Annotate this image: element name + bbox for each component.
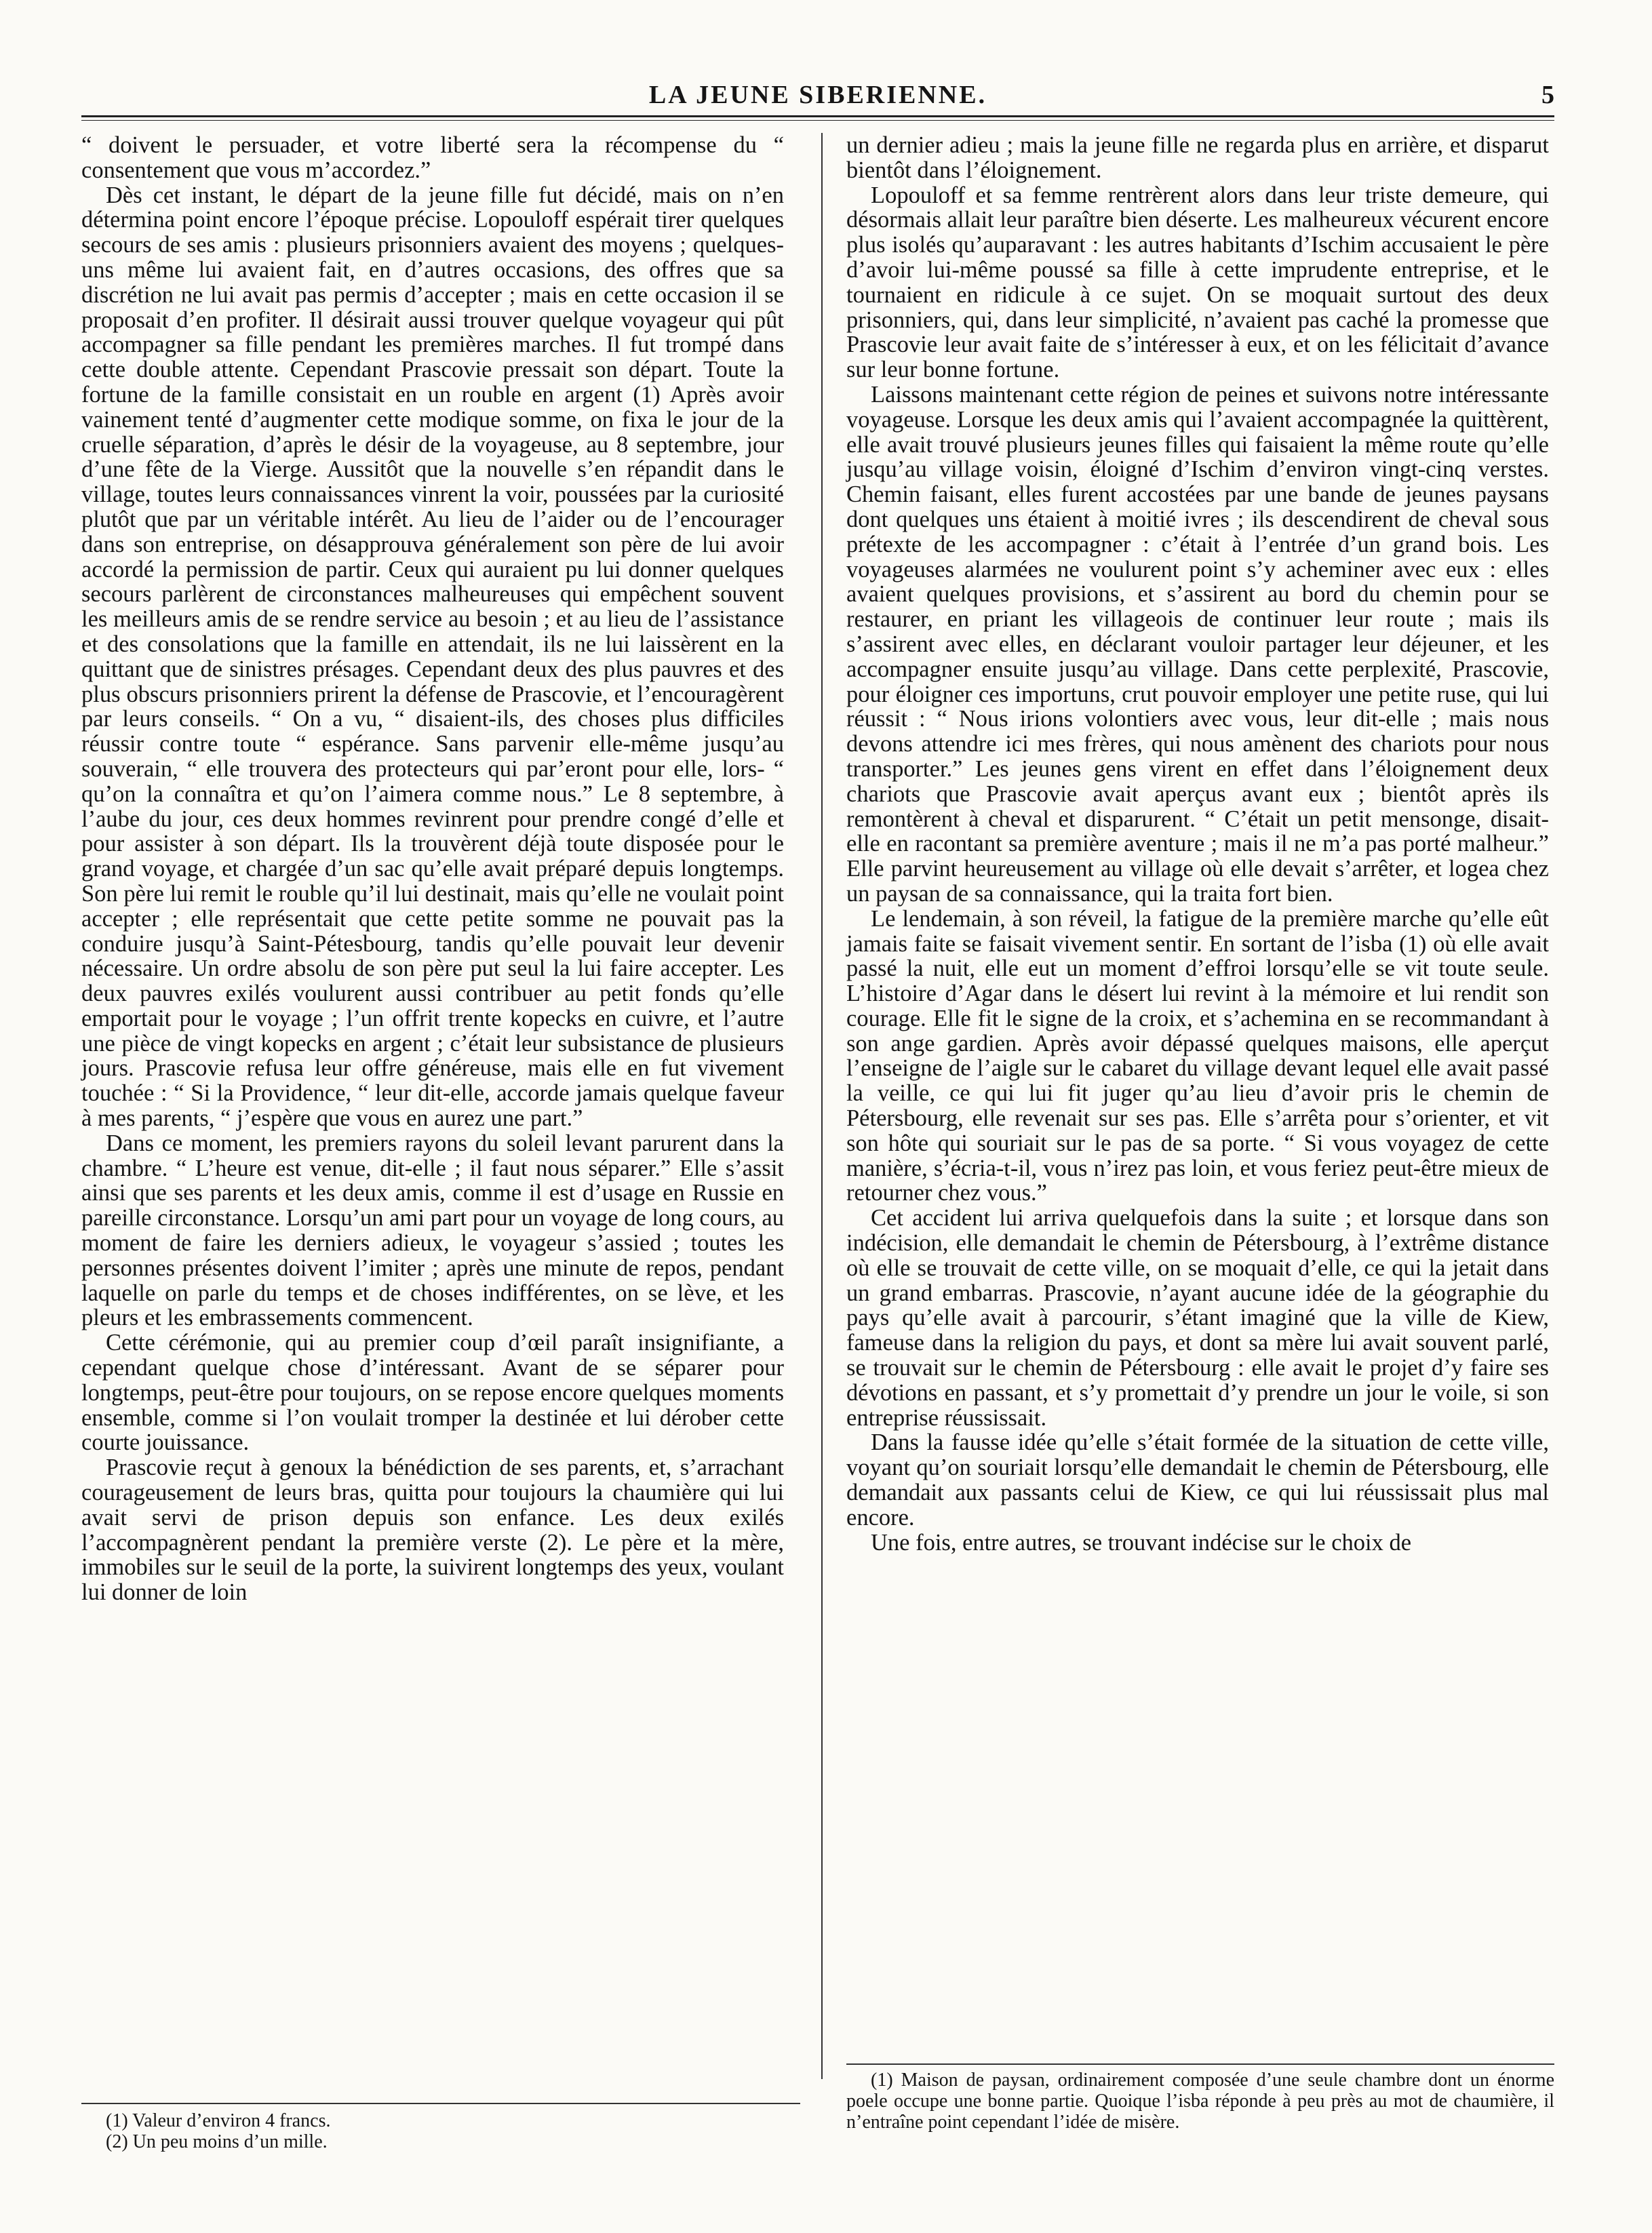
paragraph: Le lendemain, à son réveil, la fatigue de la première marche qu’elle eût jamais faite se faisait vivement sentir. En sortant de l’isba (1) où elle avait passé la nuit, elle eut un moment d’effroi lorsqu’elle se vit toute seule. L’histoire d’Agar dans le désert lui revint à la mémoire et lui rendit son courage. Elle fit le signe de la croix, et s’achemina en se recommandant à son ange gardien. Après avoir dépassé quelques maisons, elle aperçut l’enseigne de l’aigle sur le cabaret du village devant lequel elle avait passé la veille, ce qui lui fit juger qu’au lieu d’avoir pris le chemin de Pétersbourg, elle revenait sur ses pas. Elle s’arrêta pour s’orienter, et vit son hôte qui souriait sur le pas de sa porte. “ Si vous voyagez de cette manière, s’écria-t-il, vous n’irez pas loin, et vous feriez peut-être mieux de retourner chez vous.” (846, 905, 1549, 1206)
header-rule (81, 115, 1554, 121)
page-number: 5 (1541, 81, 1554, 109)
footnote: (2) Un peu moins d’un mille. (106, 2131, 328, 2152)
paragraph: un dernier adieu ; mais la jeune fille ne regarda plus en arrière, et disparut bientôt dans l’éloignement. (846, 132, 1549, 183)
left-column (81, 133, 784, 2086)
footnote: (1) Valeur d’environ 4 francs. (106, 2110, 331, 2131)
running-header (81, 80, 1554, 115)
paragraph: Prascovie reçut à genoux la bénédiction de ses parents, et, s’arrachant courageusement de leurs bras, quitta pour toujours la chaumière qui lui avait servi de prison depuis son enfance. Les deux exilés l’accompagnèrent pendant la première verste (2). Le père et la mère, immobiles sur le seuil de la porte, la suivirent longtemps des yeux, voulant lui donner de loin (81, 1455, 784, 1606)
paragraph: Cette cérémonie, qui au premier coup d’œil paraît insignifiante, a cependant quelque chose d’intéressant. Avant de se séparer pour longtemps, peut-être pour toujours, on se repose encore quelques moments ensemble, comme si l’on voulait tromper la destinée et lui dérober cette courte jouissance. (81, 1330, 784, 1456)
column-divider (821, 133, 823, 2079)
footnotes-left (81, 2110, 800, 2152)
paragraph: Laissons maintenant cette région de peines et suivons notre intéressante voyageuse. Lorsque les deux amis qui l’avaient accompagnée la quittèrent, elle avait trouvé plusieurs jeunes filles qui faisaient la même route qu’elle jusqu’au village voisin, éloigné d’Ischim d’environ vingt-cinq verstes. Chemin faisant, elles furent accostées par une bande de jeunes paysans dont quelques uns étaient à moitié ivres ; ils descendirent de cheval sous prétexte de les accompagner : c’était à l’entrée d’un grand bois. Les voyageuses alarmées ne voulurent point s’y acheminer avec eux : elles avaient quelques provisions, et s’assirent au bord du chemin pour se restaurer, en priant les villageois de continuer leur route ; mais ils s’assirent avec elles, en déclarant vouloir partager leur déjeuner, et les accompagner ensuite jusqu’au village. Dans cette perplexité, Prascovie, pour éloigner ces importuns, crut pouvoir employer une petite ruse, qui lui réussit : “ Nous irions volontiers avec vous, leur dit-elle ; mais nous devons attendre ici mes frères, qui nous amènent des chariots pour nous transporter.” Les jeunes gens virent en effet dans l’éloignement deux chariots que Prascovie avait aperçus avant eux ; bientôt après ils remontèrent à cheval et disparurent. “ C’était un petit mensonge, disait-elle en racontant sa première aventure ; mais il ne m’a pas porté malheur.” Elle parvint heureusement au village où elle devait s’arrêter, et logea chez un paysan de sa connaissance, qui la traita fort bien. (846, 381, 1549, 907)
paragraph: “ doivent le persuader, et votre liberté sera la récompense du “ consentement que vous m’accordez.” (81, 132, 784, 183)
paragraph: Lopouloff et sa femme rentrèrent alors dans leur triste demeure, qui désormais allait leur paraître bien déserte. Les malheureux vécurent encore plus isolés qu’auparavant : les autres habitants d’Ischim accusaient le père d’avoir lui-même poussé sa fille à cette imprudente entreprise, et le tournaient en ridicule à ce sujet. On se moquait surtout des deux prisonniers, qui, dans leur simplicité, n’avaient pas caché la promesse que Prascovie leur avait faite de s’intéresser à eux, et on les félicitait d’avance sur leur bonne fortune. (846, 182, 1549, 383)
paragraph: Dès cet instant, le départ de la jeune fille fut décidé, mais on n’en détermina point encore l’époque précise. Lopouloff espérait tirer quelques secours de ses amis : plusieurs prisonniers avaient des moyens ; quelques-uns même lui avaient fait, en d’autres occasions, des offres que sa discrétion ne lui avait pas permis d’accepter ; mais en cette occasion il se proposait d’en profiter. Il désirait aussi trouver quelque voyageur qui pût accompagner sa fille pendant les premières marches. Il fut trompé dans cette double attente. Cependant Prascovie pressait son départ. Toute la fortune de la famille consistait en un rouble en argent (1) Après avoir vainement tenté d’augmenter cette modique somme, on fixa le jour de la cruelle séparation, d’après le désir de la voyageuse, au 8 septembre, jour d’une fête de la Vierge. Aussitôt que la nouvelle s’en répandit dans le village, toutes leurs connaissances vinrent la voir, poussées par la curiosité plutôt que par un véritable intérêt. Au lieu de l’aider ou de l’encourager dans son entreprise, on désapprouva généralement son père de lui avoir accordé la permission de partir. Ceux qui auraient pu lui donner quelques secours parlèrent de circonstances malheureuses qui empêchent souvent les meilleurs amis de se rendre service au besoin ; et au lieu de l’assistance et des consolations que la famille en attendait, ils ne lui laissèrent en la quittant que de sinistres présages. Cependant deux des plus pauvres et des plus obscurs prisonniers prirent la défense de Prascovie, et l’encouragèrent par leurs conseils. “ On a vu, “ disaient-ils, des choses plus difficiles réussir contre toute “ espérance. Sans parvenir elle-même jusqu’au souverain, “ elle trouvera des protecteurs qui par’eront pour elle, lors- “ qu’on la connaîtra et qu’on l’aimera comme nous.” Le 8 septembre, à l’aube du jour, ces deux hommes revinrent pour prendre congé d’elle et pour assister à son départ. Ils la trouvèrent déjà toute disposée pour le grand voyage, et chargée d’un sac qu’elle avait préparé depuis longtemps. Son père lui remit le rouble qu’il lui destinait, mais qu’elle ne voulait point accepter ; elle représentait que cette petite somme ne pouvait pas la conduire jusqu’à Saint-Pétesbourg, tandis qu’elle pouvait leur devenir nécessaire. Un ordre absolu de son père put seul la lui faire accepter. Les deux pauvres exilés voulurent aussi contribuer au petit fonds qu’elle emportait pour le voyage ; l’un offrit trente kopecks en cuivre, et l’autre une pièce de vingt kopecks en argent ; c’était leur subsistance de plusieurs jours. Prascovie refusa leur offre généreuse, mais elle en fut vivement touchée : “ Si la Providence, “ leur dit-elle, accorde jamais quelque faveur à mes parents, “ j’espère que vous en aurez une part.” (81, 182, 784, 1132)
footnote-rule (81, 2103, 800, 2104)
running-title: LA JEUNE SIBERIENNE. (648, 81, 987, 109)
paragraph: Dans ce moment, les premiers rayons du soleil levant parurent dans la chambre. “ L’heure est venue, dit-elle ; il faut nous séparer.” Elle s’assit ainsi que ses parents et les deux amis, comme il est d’usage en Russie en pareille circonstance. Lorsqu’un ami part pour un voyage de long cours, au moment de faire les derniers adieux, le voyageur s’assied ; toutes les personnes présentes doivent l’imiter ; après une minute de repos, pendant laquelle on parle du temps et de choses indifférentes, on se lève, et les pleurs et les embrassements commencent. (81, 1130, 784, 1331)
paragraph: Cet accident lui arriva quelquefois dans la suite ; et lorsque dans son indécision, elle demandait le chemin de Pétersbourg, à l’extrême distance où elle se trouvait de cette ville, on se moquait d’elle, ce qui la jetait dans un grand embarras. Prascovie, n’ayant aucune idée de la géographie du pays qu’elle avait à parcourir, s’étant imaginé que la ville de Kiew, fameuse dans la religion du pays, et dont sa mère lui avait souvent parlé, se trouvait sur le chemin de Pétersbourg : elle avait le projet d’y faire ses dévotions en passant, et s’y promettait d’y prendre un jour le voile, si son entreprise réussissait. (846, 1205, 1549, 1431)
right-column (846, 133, 1549, 2018)
paragraph: Une fois, entre autres, se trouvant indécise sur le choix de (871, 1529, 1412, 1556)
footnotes-right (846, 2070, 1554, 2133)
footnote: (1) Maison de paysan, ordinairement composée d’une seule chambre dont un énorme poele occupe une bonne partie. Quoique l’isba réponde à peu près au mot de chaumière, il n’entraîne point cependant l’idée de misère. (846, 2070, 1554, 2133)
footnote-rule (846, 2063, 1554, 2065)
paragraph: Dans la fausse idée qu’elle s’était formée de la situation de cette ville, voyant qu’on souriait lorsqu’elle demandait le chemin de Pétersbourg, elle demandait aux passants celui de Kiew, ce qui lui réussissait plus mal encore. (846, 1429, 1549, 1530)
